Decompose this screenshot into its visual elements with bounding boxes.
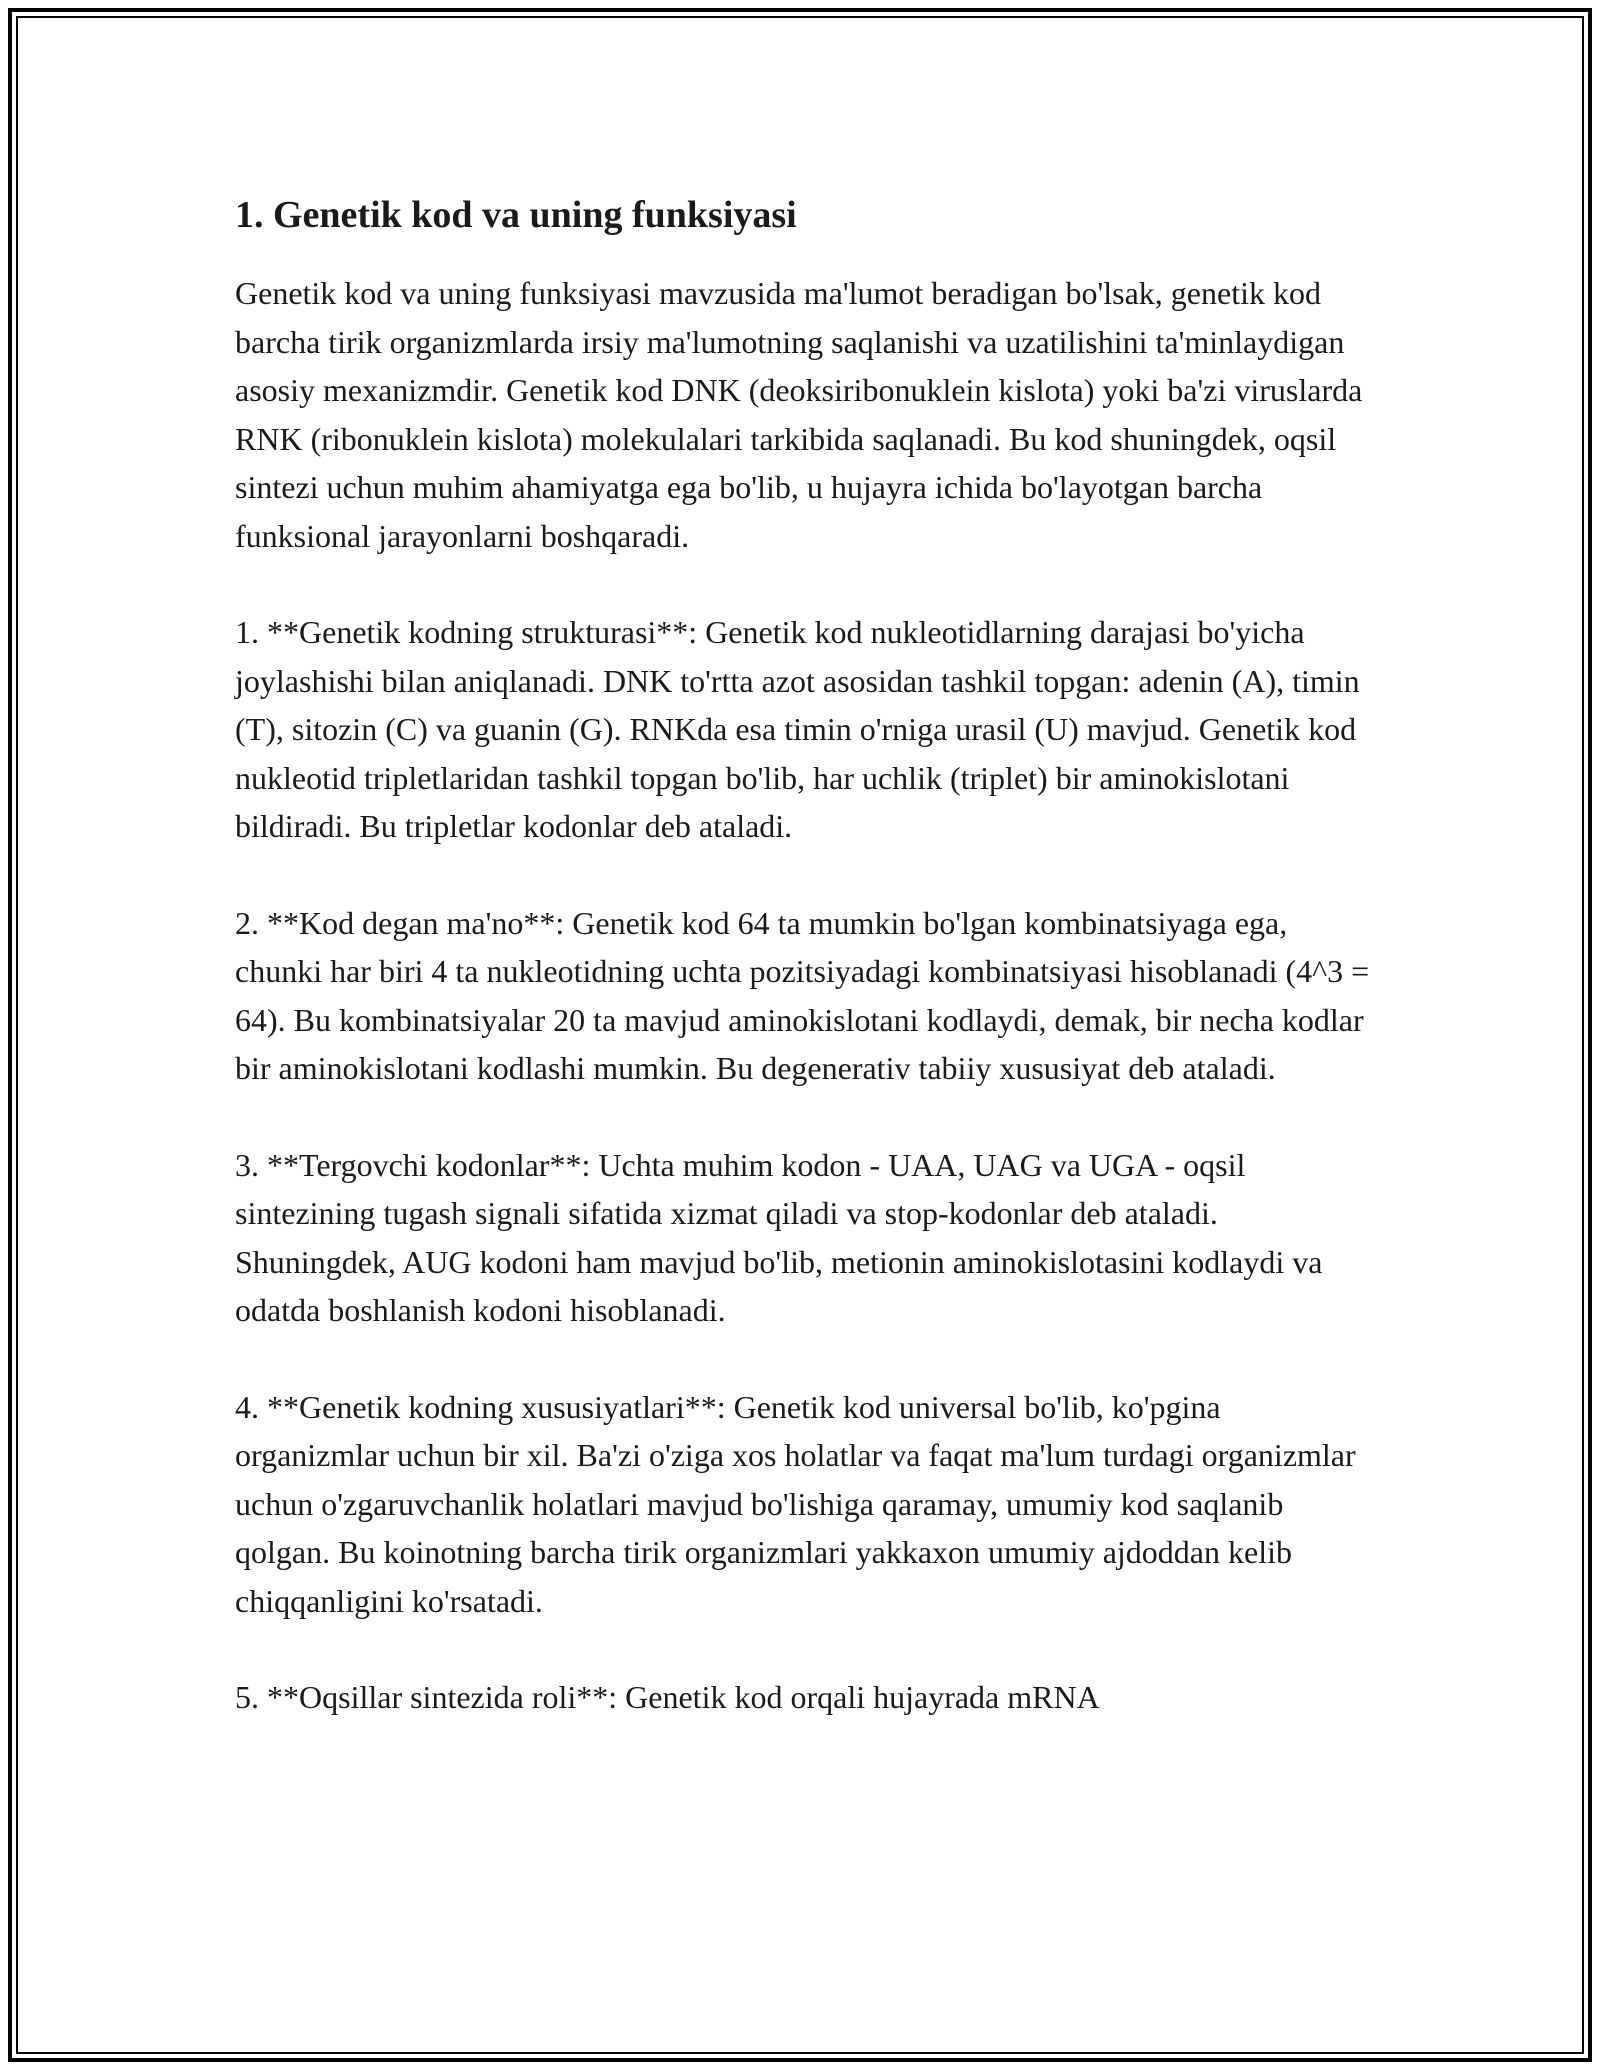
section-3-paragraph: 3. **Tergovchi kodonlar**: Uchta muhim kodon - UAA, UAG va UGA - oqsil sintezining tugash signali sifatida xizmat qiladi va stop-kodonlar deb ataladi. Shuningdek, AUG kodoni ham mavjud bo'lib, metionin aminokislotasini kodlaydi va odatda boshlanish kodoni hisoblanadi. xyxy=(235,1146,1323,1328)
intro-paragraph: Genetik kod va uning funksiyasi mavzusida ma'lumot beradigan bo'lsak, genetik kod barcha tirik organizmlarda irsiy ma'lumotning saqlanishi va uzatilishini ta'minlaydigan asosiy mexanizmdir. Genetik kod DNK (deoksiribonuklein kislota) yoki ba'zi viruslarda RNK (ribonuklein kislota) molekulalari tarkibida saqlanadi. Bu kod shuningdek, oqsil sintezi uchun muhim ahamiyatga ega bo'lib, u hujayra ichida bo'layotgan barcha funksional jarayonlarni boshqaradi. xyxy=(235,275,1363,554)
section-1-paragraph: 1. **Genetik kodning strukturasi**: Genetik kod nukleotidlarning darajasi bo'yicha joylashishi bilan aniqlanadi. DNK to'rtta azot asosidan tashkil topgan: adenin (A), timin (T), sitozin (C) va guanin (G). RNKda esa timin o'rniga urasil (U) mavjud. Genetik kod nukleotid tripletlaridan tashkil topgan bo'lib, har uchlik (triplet) bir aminokislotani bildiradi. Bu tripletlar kodonlar deb ataladi. xyxy=(235,614,1360,844)
section-2-paragraph: 2. **Kod degan ma'no**: Genetik kod 64 ta mumkin bo'lgan kombinatsiyaga ega, chunki har biri 4 ta nukleotidning uchta pozitsiyadagi kombinatsiyasi hisoblanadi (4^3 = 64). Bu kombinatsiyalar 20 ta mavjud aminokislotani kodlaydi, demak, bir necha kodlar bir aminokislotani kodlashi mumkin. Bu degenerativ tabiiy xususiyat deb ataladi. xyxy=(235,904,1370,1086)
section-5-paragraph: 5. **Oqsillar sintezida roli**: Genetik kod orqali hujayrada mRNA xyxy=(235,1679,1100,1715)
document-page xyxy=(235,185,1375,1770)
section-4-paragraph: 4. **Genetik kodning xususiyatlari**: Genetik kod universal bo'lib, ko'pgina organizmlar uchun bir xil. Ba'zi o'ziga xos holatlar va faqat ma'lum turdagi organizmlar uchun o'zgaruvchanlik holatlari mavjud bo'lishiga qaramay, umumiy kod saqlanib qolgan. Bu koinotning barcha tirik organizmlari yakkaxon umumiy ajdoddan kelib chiqqanligini ko'rsatadi. xyxy=(235,1388,1356,1619)
document-title: 1. Genetik kod va uning funksiyasi xyxy=(235,194,797,236)
